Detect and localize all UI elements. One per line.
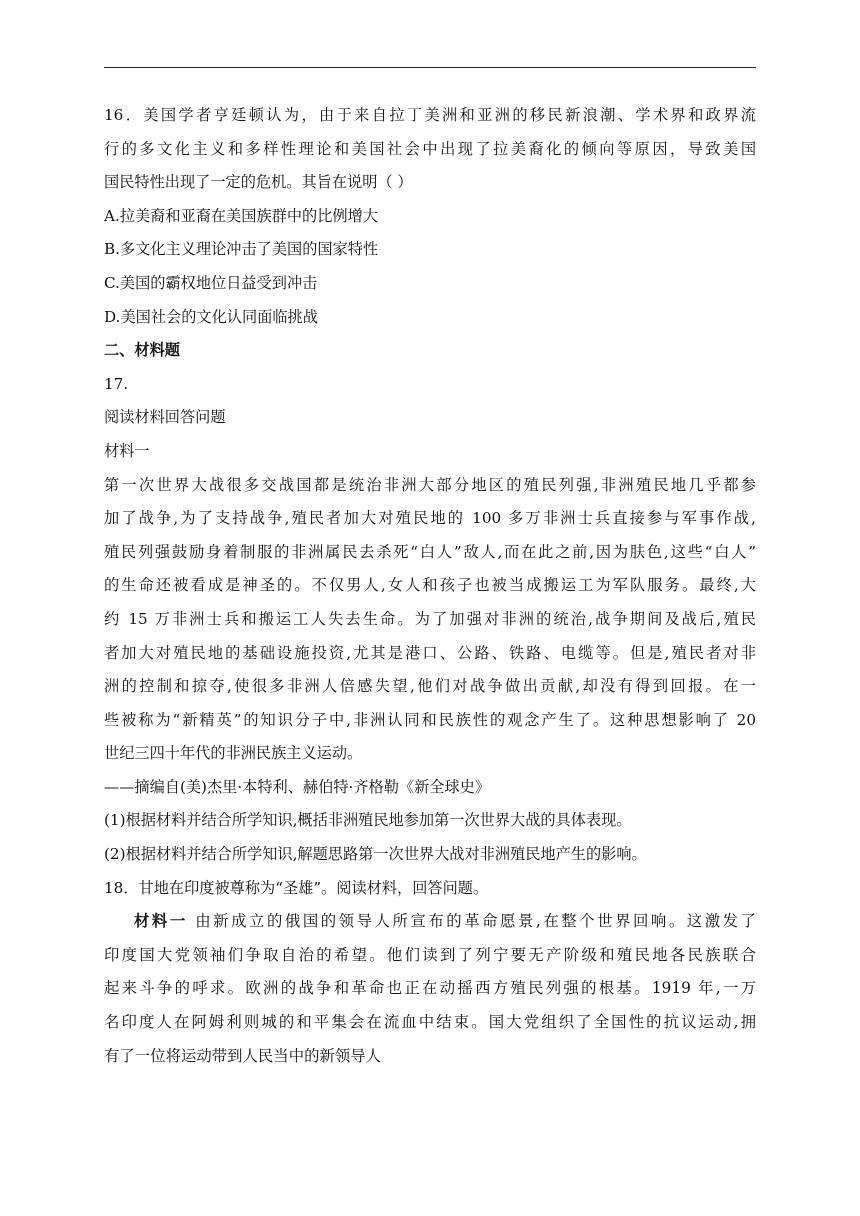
- section-heading: 二、材料题: [104, 341, 180, 360]
- q16-stem-line-2: 行的多文化主义和多样性理论和美国社会中出现了拉美裔化的倾向等原因，导致美国: [104, 139, 756, 158]
- q17-material-line-9: 世纪三四十年代的非洲民族主义运动。: [104, 744, 363, 763]
- q18-intro: 18．甘地在印度被尊称为“圣雄”。阅读材料，回答问题。: [104, 878, 489, 897]
- q17-instruction: 阅读材料回答问题: [104, 408, 226, 427]
- q18-material-line-5: 有了一位将运动带到人民当中的新领导人: [104, 1046, 382, 1065]
- question-16: [104, 99, 756, 334]
- q16-option-d: D.美国社会的文化认同面临挑战: [104, 307, 318, 326]
- q17-material-line-7: 洲的控制和掠夺,使很多非洲人倍感失望,他们对战争做出贡献,却没有得到回报。在一: [104, 677, 756, 696]
- q17-material-line-1: 第一次世界大战很多交战国都是统治非洲大部分地区的殖民列强,非洲殖民地几乎都参: [104, 475, 756, 494]
- q17-material-label: 材料一: [104, 441, 150, 460]
- q17-source: ——摘编自(美)杰里·本特利、赫伯特·齐格勒《新全球史》: [104, 777, 491, 796]
- q16-option-a: A.拉美裔和亚裔在美国族群中的比例增大: [104, 206, 378, 225]
- q17-material-line-6: 者加大对殖民地的基础设施投资,尤其是港口、公路、铁路、电缆等。但是,殖民者对非: [104, 643, 756, 662]
- header-rule: [104, 67, 756, 68]
- q18-material-line-1: [104, 905, 756, 939]
- q16-stem-line-1: 16．美国学者亨廷顿认为，由于来自拉丁美洲和亚洲的移民新浪潮、学术界和政界流: [104, 106, 756, 124]
- q17-material-line-3: 殖民列强鼓励身着制服的非洲属民去杀死“白人”敌人,而在此之前,因为肤色,这些“白人”: [104, 542, 756, 561]
- q18-material-line-4: 名印度人在阿姆利则城的和平集会在流血中结束。国大党组织了全国性的抗议运动,拥: [104, 1013, 756, 1032]
- q17-material-line-4: 的生命还被看成是神圣的。不仅男人,女人和孩子也被当成搬运工为军队服务。最终,大: [104, 576, 756, 595]
- q17-number: 17.: [104, 374, 129, 393]
- q16-option-b: B.多文化主义理论冲击了美国的国家特性: [104, 240, 379, 259]
- q18-material-label: 材料一: [134, 912, 188, 931]
- q16-stem-line-3: 国民特性出现了一定的危机。其旨在说明（ ）: [104, 173, 413, 192]
- question-17: [104, 368, 756, 872]
- question-18: [104, 872, 756, 1074]
- q17-question-1: (1)根据材料并结合所学知识,概括非洲殖民地参加第一次世界大战的具体表现。: [104, 811, 632, 830]
- q18-material-line-2: 印度国大党领袖们争取自治的希望。他们读到了列宁要无产阶级和殖民地各民族联合: [104, 945, 756, 964]
- q17-question-2: (2)根据材料并结合所学知识,解题思路第一次世界大战对非洲殖民地产生的影响。: [104, 845, 647, 864]
- q16-option-c: C.美国的霸权地位日益受到冲击: [104, 273, 318, 292]
- q18-material-first-text: 由新成立的俄国的领导人所宣布的革命愿景,在整个世界回响。这激发了: [187, 912, 756, 931]
- document-body: [104, 99, 756, 1073]
- q18-material-line-3: 起来斗争的呼求。欧洲的战争和革命也正在动摇西方殖民列强的根基。1919 年,一万: [104, 979, 756, 998]
- q17-material-line-2: 加了战争,为了支持战争,殖民者加大对殖民地的 100 多万非洲士兵直接参与军事作战,: [104, 509, 756, 528]
- q17-material-line-5: 约 15 万非洲士兵和搬运工人失去生命。为了加强对非洲的统治,战争期间及战后,殖民: [104, 609, 756, 628]
- q17-material-line-8: 些被称为“新精英”的知识分子中,非洲认同和民族性的观念产生了。这种思想影响了 20: [104, 710, 756, 729]
